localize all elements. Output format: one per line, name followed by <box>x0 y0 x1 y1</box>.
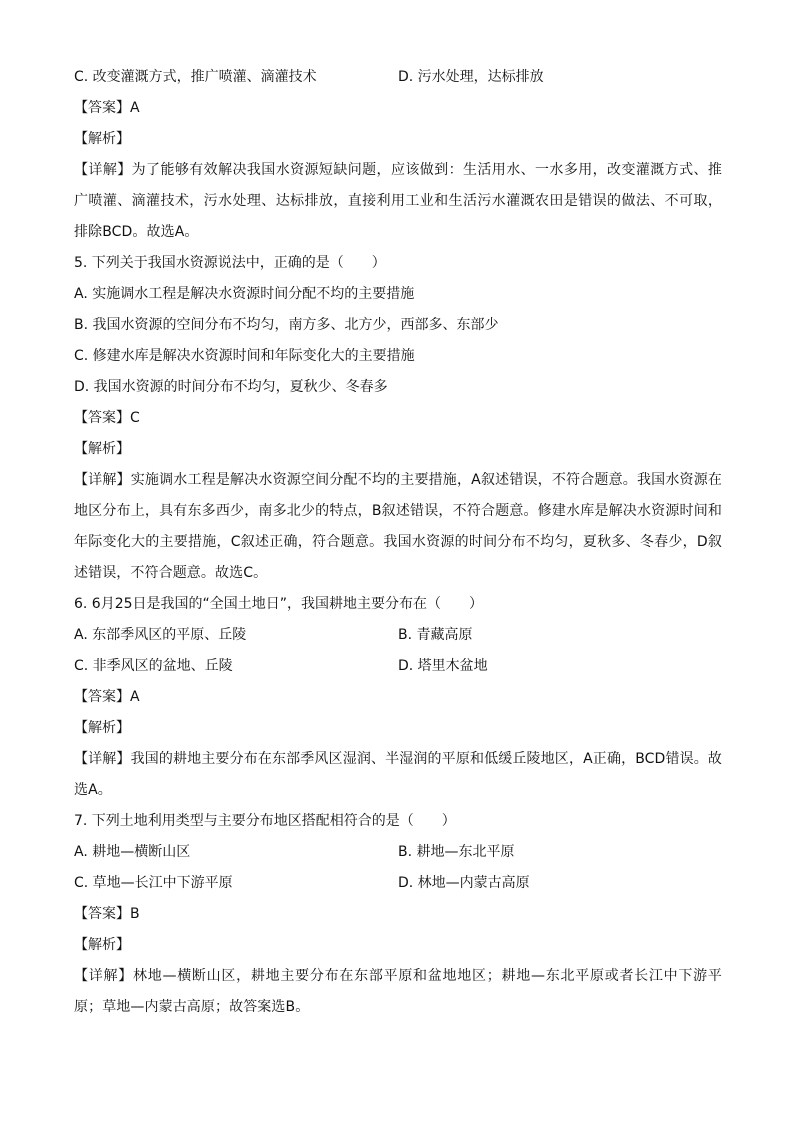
detail-tag: 【详解】 <box>74 968 133 984</box>
q5-option-a: A. 实施调水工程是解决水资源时间分配不均的主要措施 <box>74 286 415 302</box>
answer-value: A <box>130 100 140 116</box>
q5-option-d: D. 我国水资源的时间分布不均匀，夏秋少、冬春多 <box>74 379 388 395</box>
detail-text: 实施调水工程是解决水资源空间分配不均的主要措施，A叙述错误，不符合题意。我国水资源在地区分布上，具有东多西少，南多北少的特点，B叙述错误，不符合题意。修建水库是解决水资源时间和年际变化大的主要措施，C叙述正确，符合题意。我国水资源的时间分布不均匀，夏秋多、冬春少，D叙述错误，不符合题意。故选C。 <box>74 472 722 581</box>
q6-option-a: A. 东部季风区的平原、丘陵 <box>74 627 247 643</box>
q5-option-c: C. 修建水库是解决水资源时间和年际变化大的主要措施 <box>74 348 415 364</box>
q7-option-b: B. 耕地—东北平原 <box>398 844 515 860</box>
q7-options-ab <box>74 837 722 868</box>
q7-option-d: D. 林地—内蒙古高原 <box>398 875 530 891</box>
q5-option-b: B. 我国水资源的空间分布不均匀，南方多、北方少，西部多、东部少 <box>74 317 499 333</box>
q5-analysis-tag: 【解析】 <box>74 441 130 457</box>
answer-tag: 【答案】 <box>74 906 130 922</box>
detail-tag: 【详解】 <box>74 162 132 178</box>
answer-value: C <box>130 410 140 426</box>
detail-tag: 【详解】 <box>74 751 131 767</box>
q6-analysis-tag: 【解析】 <box>74 720 130 736</box>
detail-text: 我国的耕地主要分布在东部季风区湿润、半湿润的平原和低缓丘陵地区，A正确，BCD错误。故选A。 <box>74 751 723 798</box>
detail-text: 为了能够有效解决我国水资源短缺问题，应该做到：生活用水、一水多用，改变灌溉方式、推广喷灌、滴灌技术，污水处理、达标排放，直接利用工业和生活污水灌溉农田是错误的做法、不可取，排除BCD。故选A。 <box>74 162 722 240</box>
answer-value: A <box>130 689 140 705</box>
answer-value: B <box>130 906 140 922</box>
q4-options-cd <box>74 62 722 93</box>
q6-options-ab <box>74 620 722 651</box>
answer-tag: 【答案】 <box>74 410 130 426</box>
q7-options-cd <box>74 868 722 899</box>
q5-stem: 5. 下列关于我国水资源说法中，正确的是（ ） <box>74 255 386 271</box>
answer-tag: 【答案】 <box>74 689 130 705</box>
q4-detail <box>74 155 722 248</box>
detail-tag: 【详解】 <box>74 472 131 488</box>
q6-option-b: B. 青藏高原 <box>398 627 473 643</box>
answer-tag: 【答案】 <box>74 100 130 116</box>
q6-stem: 6. 6月25日是我国的“全国土地日”，我国耕地主要分布在（ ） <box>74 596 484 612</box>
exam-page <box>74 62 722 1023</box>
q4-option-d: D. 污水处理，达标排放 <box>398 69 544 85</box>
q6-option-d: D. 塔里木盆地 <box>398 658 488 674</box>
q7-option-c: C. 草地—长江中下游平原 <box>74 875 233 891</box>
q6-answer <box>74 682 722 713</box>
q4-answer <box>74 93 722 124</box>
q6-detail <box>74 744 722 806</box>
q7-detail <box>74 961 722 1023</box>
q4-analysis-tag: 【解析】 <box>74 131 130 147</box>
q4-option-c: C. 改变灌溉方式，推广喷灌、滴灌技术 <box>74 69 317 85</box>
q5-detail <box>74 465 722 589</box>
q7-stem: 7. 下列土地利用类型与主要分布地区搭配相符合的是（ ） <box>74 813 456 829</box>
q6-option-c: C. 非季风区的盆地、丘陵 <box>74 658 233 674</box>
q7-analysis-tag: 【解析】 <box>74 937 130 953</box>
q7-answer <box>74 899 722 930</box>
q7-option-a: A. 耕地—横断山区 <box>74 844 191 860</box>
detail-text: 林地—横断山区，耕地主要分布在东部平原和盆地地区；耕地—东北平原或者长江中下游平原；草地—内蒙古高原；故答案选B。 <box>74 968 722 1015</box>
q5-answer <box>74 403 722 434</box>
q6-options-cd <box>74 651 722 682</box>
